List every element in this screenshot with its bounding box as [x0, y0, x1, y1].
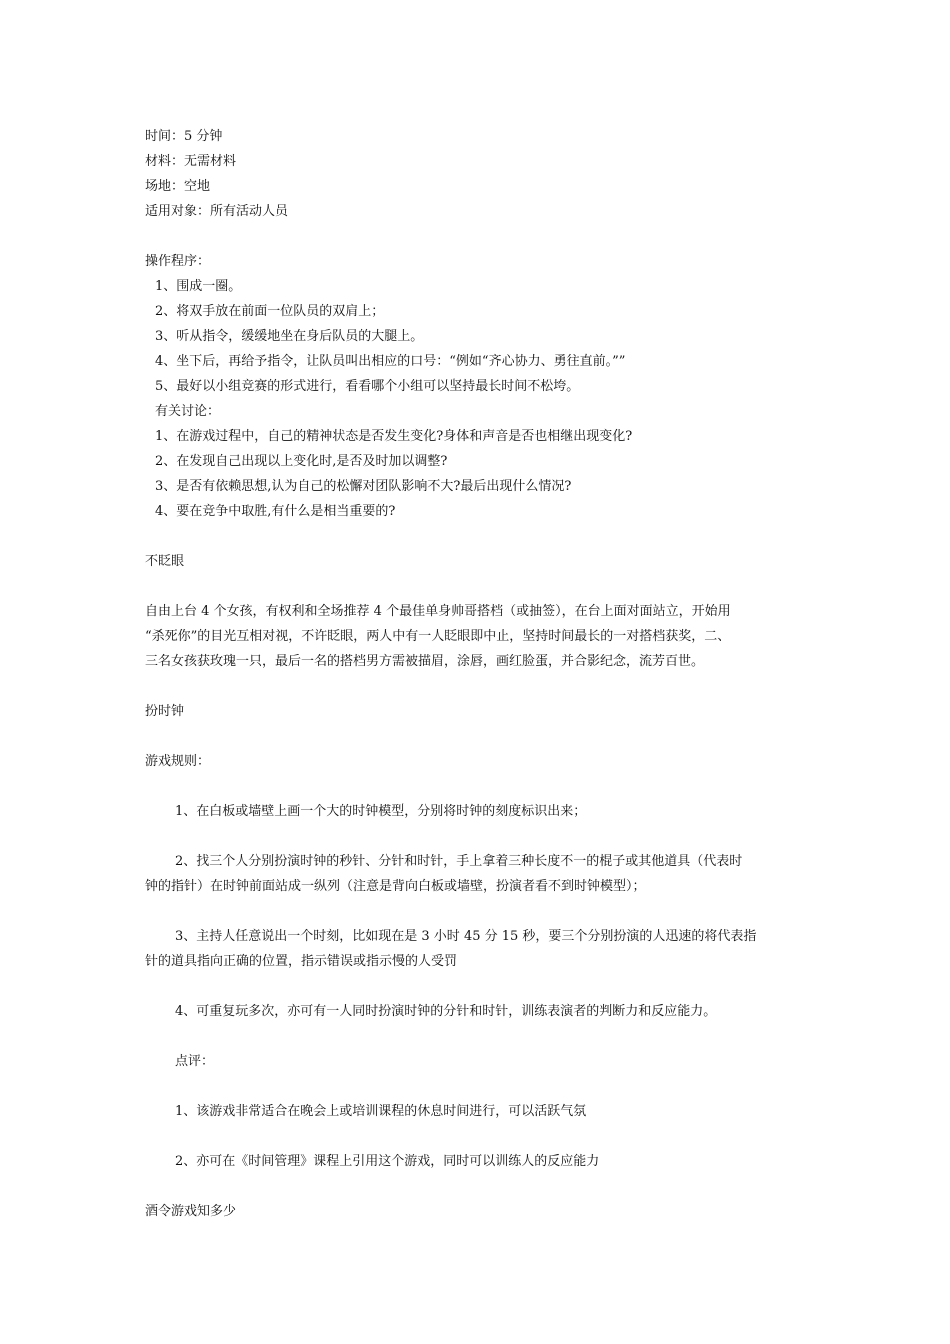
no-blink-line-1: 自由上台 4 个女孩，有权利和全场推荐 4 个最佳单身帅哥搭档（或抽签），在台上面对面站立，开始用: [145, 604, 731, 619]
time-line: 时间：5 分钟: [145, 129, 223, 144]
clock-rule-2-line-2: 钟的指针）在时钟前面站成一纵列（注意是背向白板或墙壁，扮演者看不到时钟模型）；: [145, 879, 646, 894]
drinking-games-title: 酒令游戏知多少: [145, 1204, 237, 1219]
procedure-step-5: 5、最好以小组竞赛的形式进行，看看哪个小组可以坚持最长时间不松垮。: [155, 379, 580, 394]
clock-rule-2-line-1: 2、找三个人分别扮演时钟的秒针、分针和时针，手上拿着三种长度不一的棍子或其他道具（代表时: [175, 854, 743, 869]
discussion-heading: 有关讨论：: [155, 404, 221, 419]
venue-line: 场地：空地: [145, 179, 211, 194]
audience-line: 适用对象：所有活动人员: [145, 204, 289, 219]
no-blink-line-2: “杀死你”的目光互相对视，不许眨眼，两人中有一人眨眼即中止，坚持时间最长的一对搭档获奖，二、: [145, 629, 731, 644]
materials-line: 材料：无需材料: [145, 154, 237, 169]
procedure-step-4: 4、坐下后，再给予指令，让队员叫出相应的口号：“例如“齐心协力、勇往直前。””: [155, 354, 626, 369]
discussion-item-3: 3、是否有依赖思想,认为自己的松懈对团队影响不大?最后出现什么情况?: [155, 479, 572, 494]
clock-rule-1: 1、在白板或墙壁上画一个大的时钟模型，分别将时钟的刻度标识出来；: [175, 804, 587, 819]
clock-rule-3-line-1: 3、主持人任意说出一个时刻，比如现在是 3 小时 45 分 15 秒，要三个分别扮演的人迅速的将代表指: [175, 929, 757, 944]
clock-review-heading: 点评：: [175, 1054, 215, 1069]
clock-rule-4: 4、可重复玩多次，亦可有一人同时扮演时钟的分针和时针，训练表演者的判断力和反应能力。: [175, 1004, 717, 1019]
discussion-item-1: 1、在游戏过程中，自己的精神状态是否发生变化?身体和声音是否也相继出现变化?: [155, 429, 633, 444]
no-blink-line-3: 三名女孩获玫瑰一只，最后一名的搭档男方需被描眉，涂唇，画红脸蛋，并合影纪念，流芳百世。: [145, 654, 705, 669]
clock-title: 扮时钟: [145, 704, 185, 719]
procedure-heading: 操作程序：: [145, 254, 211, 269]
clock-rules-heading: 游戏规则：: [145, 754, 211, 769]
clock-review-1: 1、该游戏非常适合在晚会上或培训课程的休息时间进行，可以活跃气氛: [175, 1104, 587, 1119]
procedure-step-2: 2、将双手放在前面一位队员的双肩上；: [155, 304, 385, 319]
no-blink-title: 不眨眼: [145, 554, 185, 569]
procedure-step-1: 1、围成一圈。: [155, 279, 242, 294]
discussion-item-2: 2、在发现自己出现以上变化时,是否及时加以调整?: [155, 454, 448, 469]
procedure-step-3: 3、听从指令，缓缓地坐在身后队员的大腿上。: [155, 329, 424, 344]
clock-rule-3-line-2: 针的道具指向正确的位置，指示错误或指示慢的人受罚: [145, 954, 458, 969]
clock-review-2: 2、亦可在《时间管理》课程上引用这个游戏，同时可以训练人的反应能力: [175, 1154, 600, 1169]
discussion-item-4: 4、要在竞争中取胜,有什么是相当重要的?: [155, 504, 396, 519]
